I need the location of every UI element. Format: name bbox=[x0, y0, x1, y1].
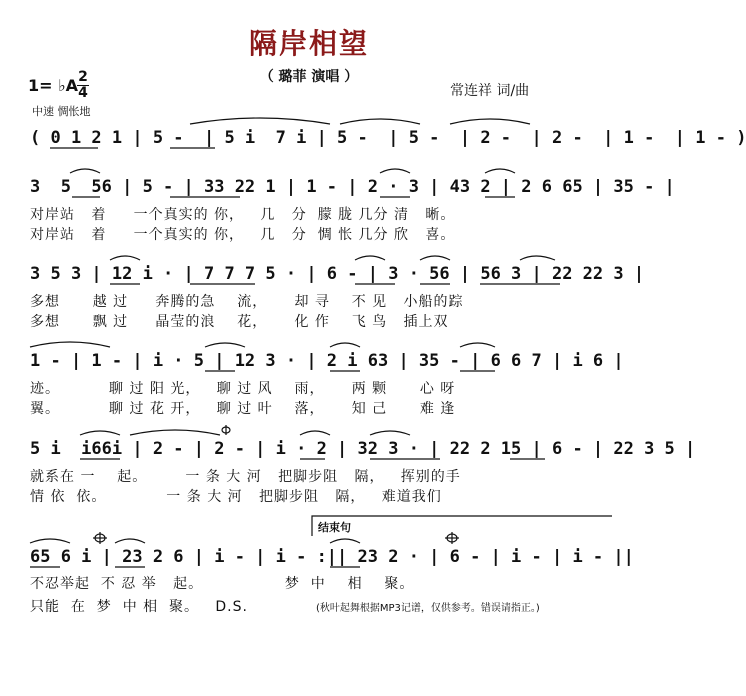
lyrics-row-5-verse-1: 就系在 一 起。 一 条 大 河 把脚步阻 隔， 挥别的手 bbox=[30, 469, 461, 485]
notation-row-3: 3 5 3 | 12 i · | 7 7 7 5 · | 6 - | 3 · 56 | 56 3 | 22 22 3 | bbox=[30, 264, 645, 284]
time-signature-top: 2 bbox=[78, 69, 88, 85]
time-signature-bottom: 4 bbox=[78, 85, 88, 101]
key-signature: 1= ♭A bbox=[28, 76, 79, 95]
lyrics-row-2-verse-1: 对岸站 着 一个真实的 你， 几 分 朦 胧 几分 清 晰。 bbox=[30, 207, 456, 223]
credit: 常连祥 词/曲 bbox=[450, 83, 530, 99]
notation-row-2: 3 5 56 | 5 - | 33 22 1 | 1 - | 2 · 3 | 43 2 | 2 6 65 | 35 - | bbox=[30, 177, 675, 197]
lyrics-row-6-verse-1: 不忍举起 不 忍 举 起。 梦 中 相 聚。 bbox=[30, 576, 415, 592]
notation-row-6: 65 6 i | 23 2 6 | i - | i - :|| 23 2 · | 6 - | i - | i - || bbox=[30, 547, 634, 567]
notation-row-4: 1 - | 1 - | i · 5 | 12 3 · | 2 i 63 | 35 - | 6 6 7 | i 6 | bbox=[30, 351, 624, 371]
lyrics-row-6-verse-2: 只能 在 梦 中 相 聚。 D.S. bbox=[30, 599, 248, 615]
lyrics-row-4-verse-2: 翼。 聊 过 花 开， 聊 过 叶 落， 知 己 难 逢 bbox=[30, 401, 456, 417]
song-title: 隔岸相望 bbox=[248, 27, 369, 60]
lyrics-row-2-verse-2: 对岸站 着 一个真实的 你， 几 分 惆 怅 几分 欣 喜。 bbox=[30, 227, 456, 243]
notation-row-5: 5 i i66i | 2 - | 2 - | i · 2 | 32 3 · | 22 2 15 | 6 - | 22 3 5 | bbox=[30, 439, 696, 459]
lyrics-row-5-verse-2: 情 依 依。 一 条 大 河 把脚步阻 隔， 难道我们 bbox=[30, 489, 442, 505]
ending-label: 结束句 bbox=[318, 521, 351, 534]
lyrics-row-3-verse-1: 多想 越 过 奔腾的急 流， 却 寻 不 见 小船的踪 bbox=[30, 294, 464, 310]
singer-line: （ 璐菲 演唱 ） bbox=[259, 69, 359, 85]
notation-row-1: ( 0 1 2 1 | 5 - | 5 i 7 i | 5 - | 5 - | 2 - | 2 - | 1 - | 1 - ) bbox=[30, 128, 746, 148]
tempo-marking: 中速 惆怅地 bbox=[32, 105, 91, 118]
lyrics-row-4-verse-1: 迹。 聊 过 阳 光， 聊 过 风 雨， 两 颗 心 呀 bbox=[30, 381, 456, 397]
lyrics-row-3-verse-2: 多想 飘 过 晶莹的浪 花， 化 作 飞 鸟 插上双 bbox=[30, 314, 449, 330]
transcription-note: (秋叶起舞根据MP3记谱，仅供参考。错误请指正。) bbox=[316, 603, 540, 614]
